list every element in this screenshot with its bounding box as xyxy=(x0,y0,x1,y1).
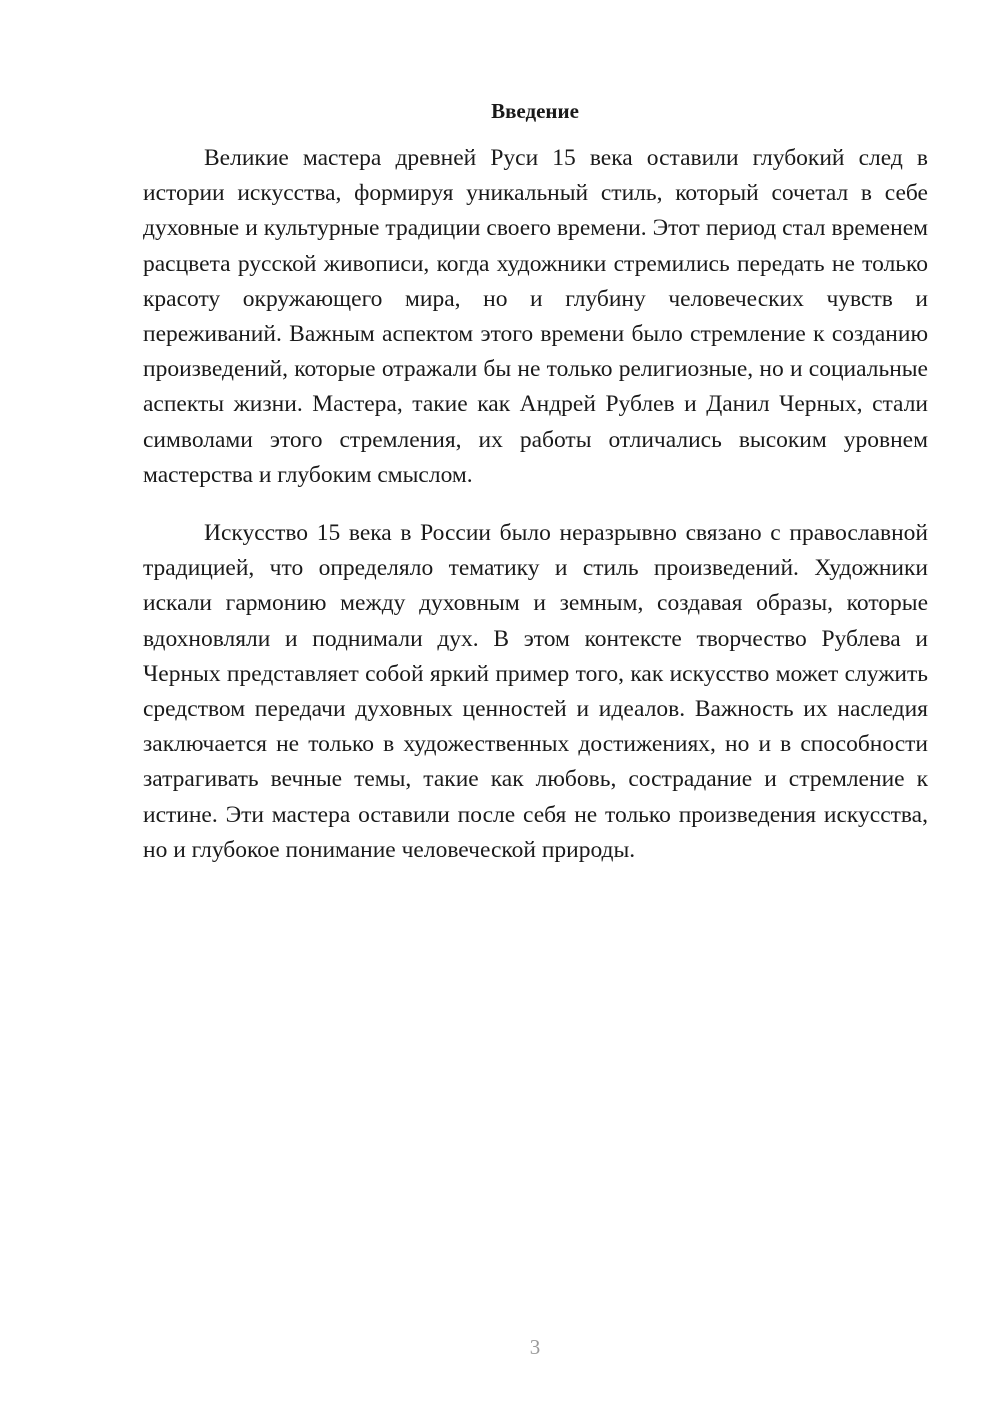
paragraph-1: Великие мастера древней Руси 15 века оставили глубокий след в истории искусства, формируя уникальный стиль, который сочетал в себе духовные и культурные традиции своего времени. Этот период стал временем расцвета русской живописи, когда художники стремились передать не только красоту окружающего мира, но и глубину человеческих чувств и переживаний. Важным аспектом этого времени было стремление к созданию произведений, которые отражали бы не только религиозные, но и социальные аспекты жизни. Мастера, такие как Андрей Рублев и Данил Черных, стали символами этого стремления, их работы отличались высоким уровнем мастерства и глубоким смыслом. xyxy=(143,145,928,488)
section-heading: Введение xyxy=(491,99,579,123)
page-number: 3 xyxy=(529,1335,541,1359)
paragraph-2: Искусство 15 века в России было неразрывно связано с православной традицией, что определяло тематику и стиль произведений. Художники искали гармонию между духовным и земным, создавая образы, которые вдохновляли и поднимали дух. В этом контексте творчество Рублева и Черных представляет собой яркий пример того, как искусство может служить средством передачи духовных ценностей и идеалов. Важность их наследия заключается не только в художественных достижениях, но и в способности затрагивать вечные темы, такие как любовь, сострадание и стремление к истине. Эти мастера оставили после себя не только произведения искусства, но и глубокое понимание человеческой природы. xyxy=(143,520,928,863)
